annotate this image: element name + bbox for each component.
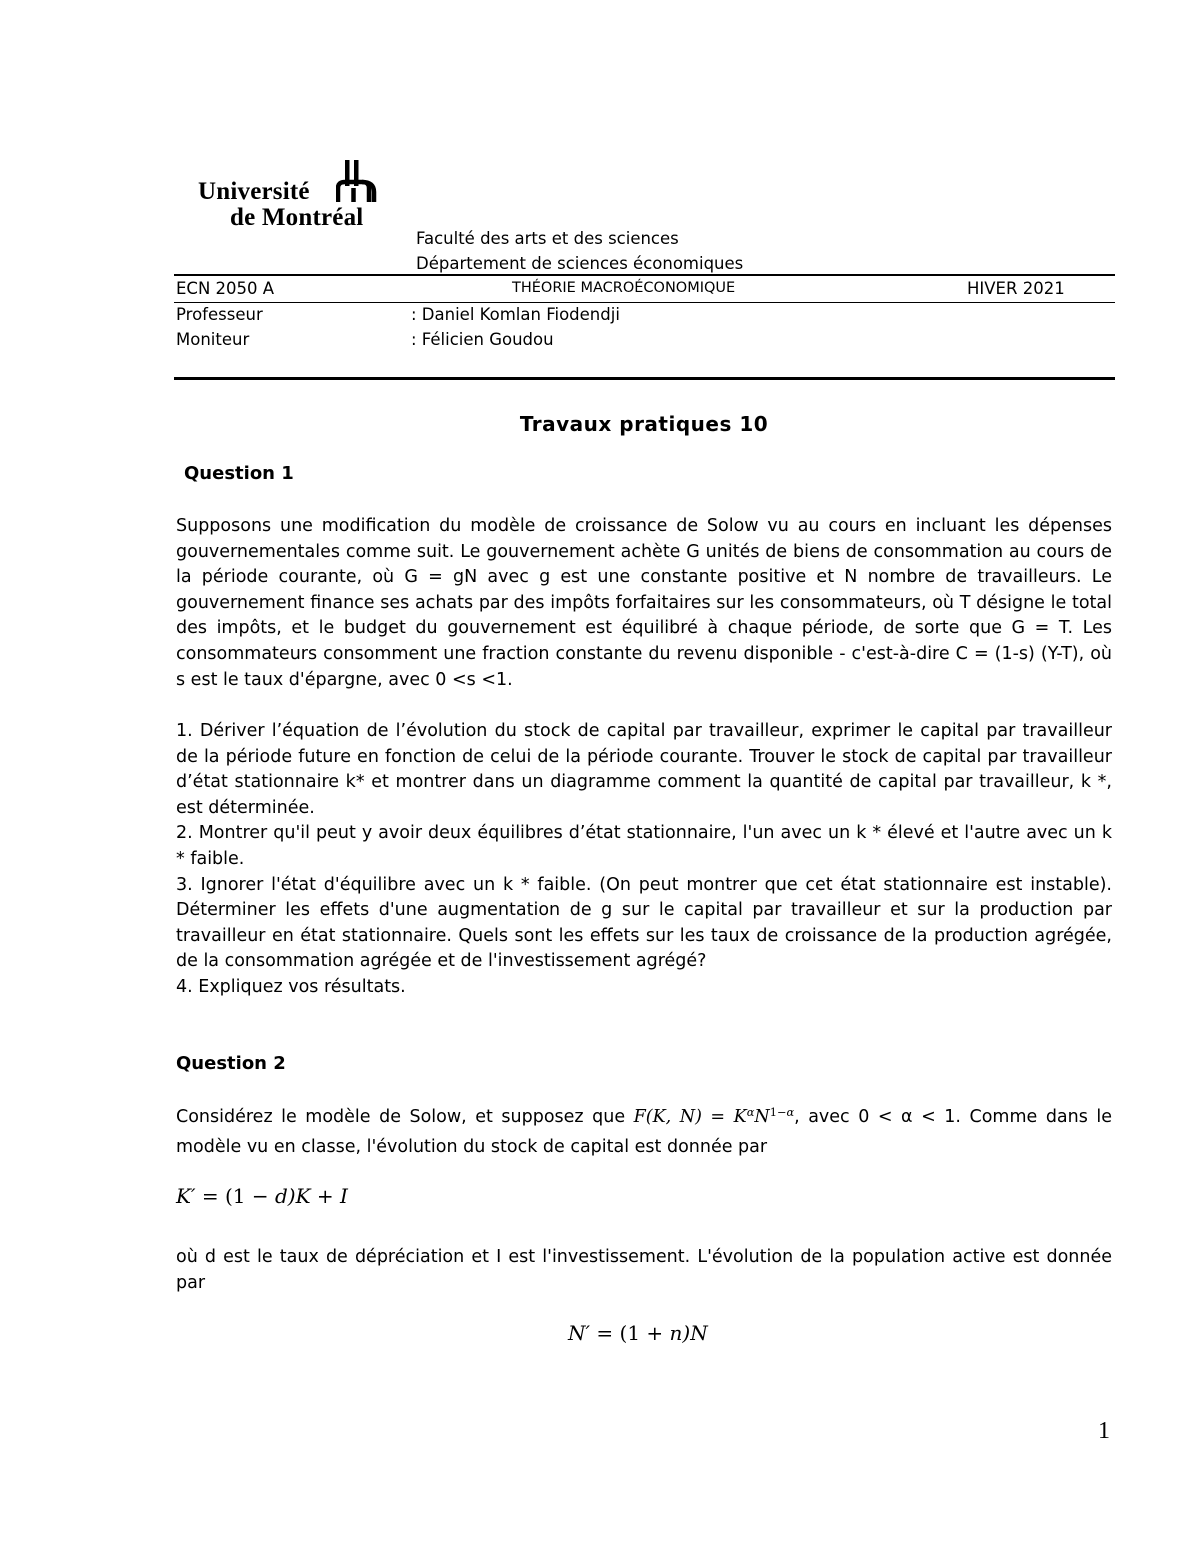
university-logo xyxy=(198,158,388,230)
question-2-heading: Question 2 xyxy=(176,1053,286,1074)
question-1-item-1: 1. Dériver l’équation de l’évolution du stock de capital par travailleur, exprimer le capital par travailleur de la période future en fonction de celui de la période courante. Trouver le stock de capital par travailleur d’état stationnaire k* et montrer dans un diagramme comment la quantité de capital par travailleur, k *, est déterminée. xyxy=(176,721,1112,818)
logo-line-1: Université xyxy=(198,178,310,205)
capital-evolution-equation: K′ = (1 − d)K + I xyxy=(176,1184,348,1208)
question-2-intro xyxy=(176,1102,1112,1162)
question-2-after-equation: où d est le taux de dépréciation et I est l'investissement. L'évolution de la population active est donnée par xyxy=(176,1247,1112,1293)
question-1-item-2: 2. Montrer qu'il peut y avoir deux équilibres d’état stationnaire, l'un avec un k * élevé et l'autre avec un k * faible. xyxy=(176,823,1112,869)
question-2-intro-after: , avec 0 < α < 1. Comme dans le modèle vu en classe, l'évolution du stock de capital est donnée par xyxy=(176,1107,1113,1157)
monitor-name: : Félicien Goudou xyxy=(411,330,554,349)
course-title: THÉORIE MACROÉCONOMIQUE xyxy=(512,280,736,296)
logo-line-2: de Montréal xyxy=(230,204,364,231)
question-1-item-3: 3. Ignorer l'état d'équilibre avec un k * faible. (On peut montrer que cet état stationnaire est instable). Déterminer les effets d'une augmentation de g sur le capital par travailleur et sur la production par travailleur en état stationnaire. Quels sont les effets sur les taux de croissance de la production agrégée, de la consommation agrégée et de l'investissement agrégé? xyxy=(176,874,1112,972)
page-number: 1 xyxy=(1098,1418,1110,1444)
production-function-formula: F(K, $N) = K^\alpha N^{1-\alpha}$ xyxy=(633,1104,795,1127)
question-1-intro: Supposons une modification du modèle de croissance de Solow vu au cours en incluant les dépenses gouvernementales comme suit. Le gouvernement achète G unités de biens de consommation au cours de la période courante, où G = gN avec g est une constante positive et N nombre de travailleurs. Le gouvernement finance ses achats par des impôts forfaitaires sur les consommateurs, où T désigne le total des impôts, et le budget du gouvernement est équilibré à chaque période, de sorte que G = T. Les consommateurs consomment une fraction constante du revenu disponible - c'est-à-dire C = (1-s) (Y-T), où s est le taux d'épargne, avec 0 <s <1. xyxy=(176,516,1112,690)
document-title: Travaux pratiques 10 xyxy=(519,412,769,436)
monitor-label: Moniteur xyxy=(176,330,250,349)
header-rule-mid xyxy=(174,302,1115,303)
course-code: ECN 2050 A xyxy=(176,279,275,298)
header-rule-bottom xyxy=(174,377,1115,380)
professor-name: : Daniel Komlan Fiodendji xyxy=(411,305,620,324)
question-1-items xyxy=(176,719,1112,1001)
question-1-heading: Question 1 xyxy=(184,463,294,484)
question-2-intro-before: Considérez le modèle de Solow, et supposez que xyxy=(176,1107,634,1127)
professor-label: Professeur xyxy=(176,305,263,324)
term: HIVER 2021 xyxy=(967,279,1065,298)
population-evolution-equation: N′ = (1 + n)N xyxy=(568,1321,708,1345)
faculty-name: Faculté des arts et des sciences xyxy=(416,229,679,248)
header-rule-top xyxy=(174,274,1115,276)
question-1-item-4: 4. Expliquez vos résultats. xyxy=(176,976,406,997)
logo-emblem-icon xyxy=(336,158,378,204)
department-name: Département de sciences économiques xyxy=(416,254,744,273)
